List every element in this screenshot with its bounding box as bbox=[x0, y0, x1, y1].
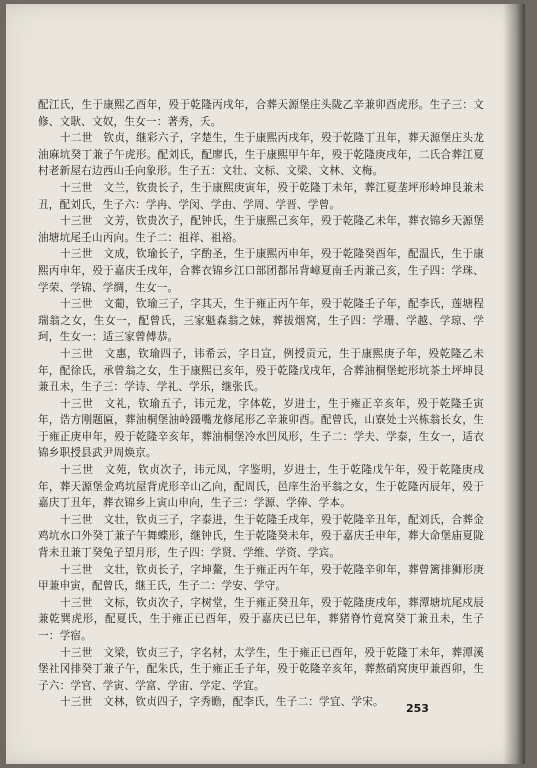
genealogy-paragraph: 配江氏，生于康熙乙酉年，殁于乾隆丙戌年，合葬天源堡庄头陇乙辛兼卯酉虎形。生子三：文修、文耿、文奴，生女一：著秀，夭。 bbox=[38, 99, 484, 128]
scanned-page bbox=[6, 4, 525, 764]
genealogy-paragraph: 十三世 文壮，钦贞长子，字坤鳌，生于雍正丙午年，殁于乾隆辛卯年，葬曾篱排狮形庚甲兼申寅，配曾氏，继王氏，生子二：学安、学守。 bbox=[38, 563, 484, 593]
genealogy-paragraph: 十三世 文葡，钦瑜三子，字其天，生于雍正丙午年，殁于乾隆壬子年，配李氏，莲塘程瑞翁之女，生女一，配曾氏，三家魁森翁之妹，葬拔烟窝，生子四：学珊、学越、学琼、学珂，生女一：适三家曾傅恭。 bbox=[38, 298, 484, 344]
genealogy-paragraph: 十三世 文梁，钦贞三子，字名材，太学生，生于雍正已酉年，殁于乾隆丁未年，葬潭溪堡社冈排癸丁兼子午，配朱氏，生于雍正壬子年，殁于乾隆辛亥年，葬熬硝窝庚甲兼酉卯，生子六：学官、学寅、学富、学宙、学定、学宜。 bbox=[38, 646, 484, 692]
genealogy-paragraph: 十三世 文兰，钦贵长子，生于康熙庚寅年，殁于乾隆丁未年，葬江夏垄坪形岭坤艮兼未丑，配刘氏，生子六：学冉、学闵、学由、学周、学晋、学曾。 bbox=[38, 181, 484, 211]
genealogy-paragraph: 十三世 文苑，钦贞次子，讳元凤，字鉴明，岁进士，生于乾隆戊午年，殁于乾隆庚戌年，葬天源堡金鸡坑屋背虎形辛山乙向，配周氏，邑庠生治平翁之女，生于乾隆丙辰年，殁于嘉庆丁丑年，葬衣锦乡上寅山申向，生子三：学源、学俸、学本。 bbox=[38, 464, 484, 510]
genealogy-paragraph: 十三世 文标，钦贞次子，字树堂，生于雍正癸丑年，殁于乾隆庚戌年，葬潭塘坑尾戍辰兼乾巽虎形，配夏氏，生于雍正已酉年，殁于嘉庆已巳年，葬猪脊竹竟窝癸丁兼丑未，生子一：学宿。 bbox=[38, 596, 484, 642]
genealogy-text bbox=[38, 97, 484, 711]
page-number: 253 bbox=[406, 702, 429, 715]
genealogy-paragraph: 十三世 文壮，钦贞三子，字泰进，生于乾隆壬戌年，殁于乾隆辛丑年，配刘氏，合葬金鸡坑水口外癸丁兼子午舞蝶形，继钟氏，生于乾隆癸未年，殁于嘉庆壬申年，葬大命堡庙夏陇背未丑兼丁癸兔子望月形，生子四：学贤、学维、学资、学宾。 bbox=[38, 513, 484, 560]
book-spine-shadow bbox=[503, 4, 525, 764]
genealogy-paragraph: 十三世 文林，钦贞四子，字秀瞻，配李氏，生子二：学宜、学宋。 bbox=[60, 696, 384, 709]
genealogy-paragraph: 十三世 文成，钦瑜长子，字酌圣，生于康熙丙申年，殁于乾隆癸酉年，配温氏，生于康熙丙申年，殁于嘉庆壬戌年，合葬衣锦乡江口部团都吊背嶂夏南壬丙兼己亥，生子四：学珠、学荣、学锦、学绸，生女一。 bbox=[38, 248, 484, 294]
genealogy-paragraph: 十三世 文芳，钦贵次子，配钟氏，生于康熙己亥年，殁于乾隆乙未年，葬衣锦乡天源堡油塘坑尾壬山丙向。生子二：祖祥、祖裕。 bbox=[38, 215, 484, 244]
genealogy-paragraph: 十三世 文惠，钦瑜四子，讳希云，字日宣，例授贡元，生于康熙庚子年，殁乾隆乙未年，配徐氏，承曾翁之女，生于康熙已亥年，殁于乾隆戊戌年，合葬油桐堡蛇形坑茶土坪坤艮兼丑未，生子三：学诗、学礼、学乐，继张氏。 bbox=[38, 347, 484, 394]
genealogy-paragraph: 十三世 文礼，钦瑜五子，讳元龙，字体乾，岁进士，生于雍正辛亥年，殁于乾隆壬寅年，诰方刚题匾，葬油桐堡油岭蹑嘴龙修尾形乙辛兼卯酉。配曾氏，山寮处士兴栋翁长女，生于雍正庚申年，殁于乾隆辛亥年，葬油桐堡冷水凹凤形，生子二：学夫、学泰，生女一，适衣锦乡职授县武尹周焕京。 bbox=[38, 397, 484, 460]
genealogy-paragraph: 十二世 钦贞，继彩六子，字楚生，生于康熙丙戌年，殁于乾隆丁丑年，葬天源堡庄头龙油麻坑癸丁兼子午虎形。配刘氏，配廖氏，生于康熙甲午年，殁于乾隆庚戌年，二氏合葬江夏村老新屋右边西山壬向象形。生子五：文壮、文标、文梁、文林、文梅。 bbox=[38, 132, 484, 178]
